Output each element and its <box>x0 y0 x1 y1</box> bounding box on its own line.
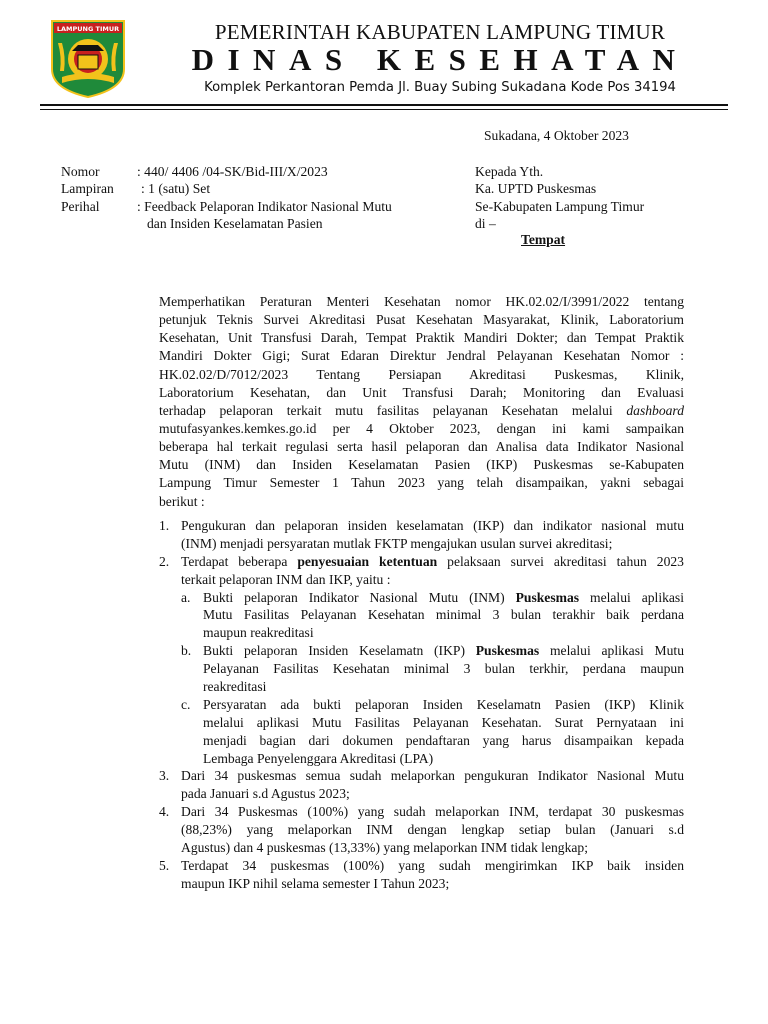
perihal-label: Perihal <box>61 199 100 214</box>
intro-line: Memperhatikan Peraturan Menteri Kesehatan nomor HK.02.02/I/3991/2022 tentang <box>159 294 684 309</box>
nomor-label: Nomor <box>61 164 100 179</box>
list-item: 2. Terdapat beberapa penyesuaian ketentuan pelaksaan survei akreditasi tahun 2023 terkait pelaporan INM dan IKP, yaitu : a. Bukti pelaporan Indikator Nasional Mutu (INM) Puskesmas melalui aplikasi Mutu Fasilitas Pelayanan Kesehatan minimal 3 bulan terakhir baik perdana maupun reakreditasi b. Bukti pelaporan Insiden Keselamatn (IKP) Puskesmas melalui aplikasi Mutu Pelayanan Fasilitas Kesehatan minimal 3 bulan terkhir, perdana maupun reakreditasi c. Persyaratan ada bukti pelaporan Insiden Keselamatn Pasien (IKP) Klinik melalui aplikasi Mutu Fasilitas Pelayanan Kesehatan. Surat Pernyataan ini menjadi bagian dari dokumen pendaftaran yang harus disampaikan kepada Lembaga Penyelenggara Akreditasi (LPA) <box>159 553 684 766</box>
government-name: PEMERINTAH KABUPATEN LAMPUNG TIMUR <box>214 20 666 44</box>
perihal-value-line2: dan Insiden Keselamatan Pasien <box>147 216 323 231</box>
intro-line: mutufasyankes.kemkes.go.id per 4 Oktober 2023, dengan ini kami sampaikan <box>159 420 684 436</box>
sub-list-item: b. Bukti pelaporan Insiden Keselamatn (IKP) Puskesmas melalui aplikasi Mutu Pelayanan Fasilitas Kesehatan minimal 3 bulan terkhir, perdana maupun reakreditasi <box>181 643 684 695</box>
intro-line: terhadap pelaporan terkait mutu fasilitas pelayanan Kesehatan melalui dashboard <box>159 402 684 418</box>
nomor-value: : 440/ 4406 /04-SK/Bid-III/X/2023 <box>137 164 328 179</box>
intro-line: beberapa hal terkait regulasi serta hasil pelaporan dan Analisa data Indikator Nasional <box>159 439 684 455</box>
lampung-timur-logo <box>48 17 128 99</box>
agency-address: Komplek Perkantoran Pemda Jl. Buay Subing Sukadana Kode Pos 34194 <box>204 80 676 95</box>
lampiran-label: Lampiran <box>61 181 114 196</box>
list-item: 4. Dari 34 Puskesmas (100%) yang sudah melaporkan INM, terdapat 30 puskesmas (88,23%) yang melaporkan INM dengan lengkap setiap bulan (Januari s.d Agustus) dan 4 puskesmas (13,33%) yang melaporkan INM tidak lengkap; <box>159 804 684 856</box>
intro-line: Laboratorium Kesehatan, dan Unit Transfusi Darah; Monitoring dan Evaluasi <box>159 384 684 400</box>
agency-name: DINAS KESEHATAN <box>191 42 689 77</box>
recipient-region: Se-Kabupaten Lampung Timur <box>475 199 645 214</box>
intro-line: petunjuk Teknis Survei Akreditasi Pusat Kesehatan Masyarakat, Klinik, Laboratorium <box>159 312 684 328</box>
place-date: Sukadana, 4 Oktober 2023 <box>484 128 629 143</box>
header-rule-thin <box>40 109 728 110</box>
list-item: 3. Dari 34 puskesmas semua sudah melaporkan pengukuran Indikator Nasional Mutu pada Januari s.d Agustus 2023; <box>159 768 684 802</box>
sub-list-item: c. Persyaratan ada bukti pelaporan Insiden Keselamatn Pasien (IKP) Klinik melalui aplikasi Mutu Fasilitas Pelayanan Kesehatan. Surat Pernyataan ini menjadi bagian dari dokumen pendaftaran yang harus disampaikan kepada Lembaga Penyelenggara Akreditasi (LPA) <box>181 696 684 766</box>
sub-list <box>181 589 684 768</box>
recipient-di: di – <box>475 216 496 231</box>
recipient-title: Ka. UPTD Puskesmas <box>475 181 597 196</box>
intro-line: HK.02.02/D/7012/2023 Tentang Persiapan Akreditasi Puskesmas, Klinik, <box>159 366 684 382</box>
list-item: 1. Pengukuran dan pelaporan insiden keselamatan (IKP) dan indikator nasional mutu (INM) menjadi persyaratan mutlak FKTP mengajukan usulan survei akreditasi; <box>159 518 684 551</box>
intro-line: Mutu (INM) dan Insiden Keselamatan Pasien (IKP) Puskesmas se-Kabupaten <box>159 457 684 473</box>
intro-line: Lampung Timur Semester 1 Tahun 2023 yang telah disampaikan, yakni sebagai <box>159 475 684 491</box>
intro-line: Kesehatan, Unit Transfusi Darah, Tempat Praktik Mandiri Dokter; dan Tempat Praktik <box>159 330 684 346</box>
intro-line: Mandiri Dokter Gigi; Surat Edaran Direktur Jendral Pelayanan Kesehatan Nomor : <box>159 348 684 364</box>
recipient-greeting: Kepada Yth. <box>475 164 544 179</box>
logo-text: LAMPUNG TIMUR <box>56 25 120 33</box>
findings-list <box>159 517 684 893</box>
perihal-value-line1: : Feedback Pelaporan Indikator Nasional Mutu <box>137 199 392 214</box>
header-rule-thick <box>40 104 728 106</box>
list-item: 5. Terdapat 34 puskesmas (100%) yang sudah mengirimkan IKP baik insiden maupun IKP nihil selama semester I Tahun 2023; <box>159 857 684 891</box>
lampiran-value: : 1 (satu) Set <box>141 181 211 196</box>
sub-list-item: a. Bukti pelaporan Indikator Nasional Mutu (INM) Puskesmas melalui aplikasi Mutu Fasilitas Pelayanan Kesehatan minimal 3 bulan terakhir baik perdana maupun reakreditasi <box>181 589 684 641</box>
intro-line: berikut : <box>159 493 205 509</box>
intro-paragraph <box>159 293 684 511</box>
recipient-place: Tempat <box>521 232 566 247</box>
